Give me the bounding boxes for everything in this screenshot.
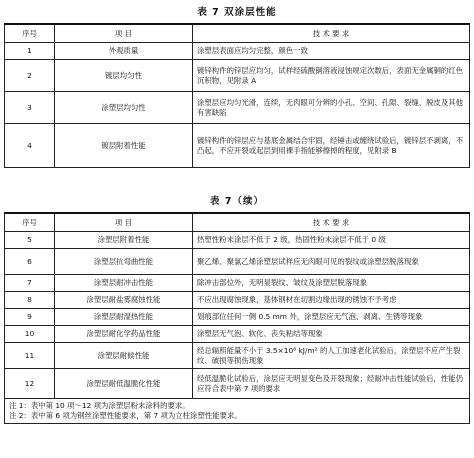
note-1: 注 1：表中第 10 项～12 项为涂塑层粉末涂料的要求。 (9, 401, 190, 410)
cell-seq: 2 (5, 60, 55, 92)
header-item: 项 目 (55, 213, 193, 232)
cell-requirement: 涂塑层应均匀光滑，连续，无肉眼可分辨的小孔、空间、孔隙、裂缝、脱皮及其他有害缺陷 (193, 92, 470, 124)
cell-requirement: 划痕部位任何一侧 0.5 mm 外，涂塑层应无气泡、剥离、生锈等现象 (193, 309, 470, 326)
cell-seq: 10 (5, 326, 55, 343)
cell-seq: 3 (5, 92, 55, 124)
note-2: 注 2：表中第 6 项为钢丝涂塑性能要求，第 7 项为立柱涂塑性能要求。 (9, 410, 242, 420)
table-row (5, 275, 470, 292)
table-row (5, 249, 470, 275)
table-row (5, 309, 470, 326)
cell-seq: 6 (5, 249, 55, 275)
cell-requirement: 不应出现腐蚀现象，基体钢材在切割边缘出现的锈蚀不予考虑 (193, 292, 470, 309)
cell-item: 涂塑层抗弯曲性能 (55, 249, 193, 275)
cell-seq: 7 (5, 275, 55, 292)
cell-item: 涂塑层附着性能 (55, 232, 193, 249)
cell-item: 涂塑层耐候性能 (55, 343, 193, 369)
cell-requirement: 经总辐照能量不小于 3.5×10⁶ kJ/m² 的人工加速老化试验后，涂塑层不应产生裂纹、破损等损伤现象 (193, 343, 470, 369)
cell-item: 涂塑层耐湿热性能 (55, 309, 193, 326)
table-row (5, 232, 470, 249)
table2-title: 表 7（续） (210, 196, 264, 207)
cell-item: 镀层附着性能 (55, 124, 193, 168)
table-row (5, 326, 470, 343)
table2 (4, 212, 470, 424)
cell-requirement: 经低温脆化试验后，涂层应无明显变色及开裂现象；经耐冲击性能试验后，性能仍应符合表中第 7 项的要求 (193, 369, 470, 399)
cell-requirement: 镀锌构件的锌层应与基底金属结合牢固，经锤击或缠绕试验后，镀锌层不剥离，不凸起，不应开裂或起层到用裸手指能够擦掉的程度，见附录 B (193, 124, 470, 168)
cell-seq: 4 (5, 124, 55, 168)
table-row (5, 292, 470, 309)
header-seq: 序号 (5, 213, 55, 232)
cell-seq: 1 (5, 43, 55, 60)
table1-title: 表 7 双涂层性能 (197, 7, 277, 18)
cell-item: 涂塑层均匀性 (55, 92, 193, 124)
header-seq: 序号 (5, 24, 55, 43)
cell-item: 涂塑层耐冲击性能 (55, 275, 193, 292)
cell-item: 涂塑层耐低温脆化性能 (55, 369, 193, 399)
table-notes (5, 399, 470, 424)
table-row (5, 369, 470, 399)
cell-item: 涂塑层耐化学药品性能 (55, 326, 193, 343)
cell-seq: 5 (5, 232, 55, 249)
cell-requirement: 热塑性粉末涂层不低于 2 级，热固性粉末涂层不低于 0 级 (193, 232, 470, 249)
cell-item: 镀层均匀性 (55, 60, 193, 92)
cell-seq: 8 (5, 292, 55, 309)
cell-requirement: 除冲击部位外，无明显裂纹、皱纹及涂塑层脱落现象 (193, 275, 470, 292)
table-notes-row (5, 399, 470, 424)
cell-requirement: 涂塑层表面应均匀完整，颜色一致 (193, 43, 470, 60)
table-row (5, 124, 470, 168)
header-requirement: 技 术 要 求 (193, 24, 470, 43)
table1 (4, 23, 470, 168)
header-item: 项 目 (55, 24, 193, 43)
cell-seq: 12 (5, 369, 55, 399)
cell-requirement: 聚乙烯、聚氯乙烯涂塑层试样应无肉眼可见的裂纹或涂塑层脱落现象 (193, 249, 470, 275)
table-row (5, 92, 470, 124)
cell-item: 外观质量 (55, 43, 193, 60)
cell-requirement: 涂塑层无气泡、软化、丧失粘结等现象 (193, 326, 470, 343)
table1-header-row (5, 24, 470, 43)
table-row (5, 43, 470, 60)
cell-requirement: 镀锌构件的锌层应均匀，试样经硫酸铜溶液浸蚀规定次数后，表面无金属铜的红色沉积物，见附录 A (193, 60, 470, 92)
cell-seq: 9 (5, 309, 55, 326)
table-row (5, 343, 470, 369)
cell-seq: 11 (5, 343, 55, 369)
table-row (5, 60, 470, 92)
table2-header-row (5, 213, 470, 232)
cell-item: 涂塑层耐盐雾腐蚀性能 (55, 292, 193, 309)
header-requirement: 技 术 要 求 (193, 213, 470, 232)
